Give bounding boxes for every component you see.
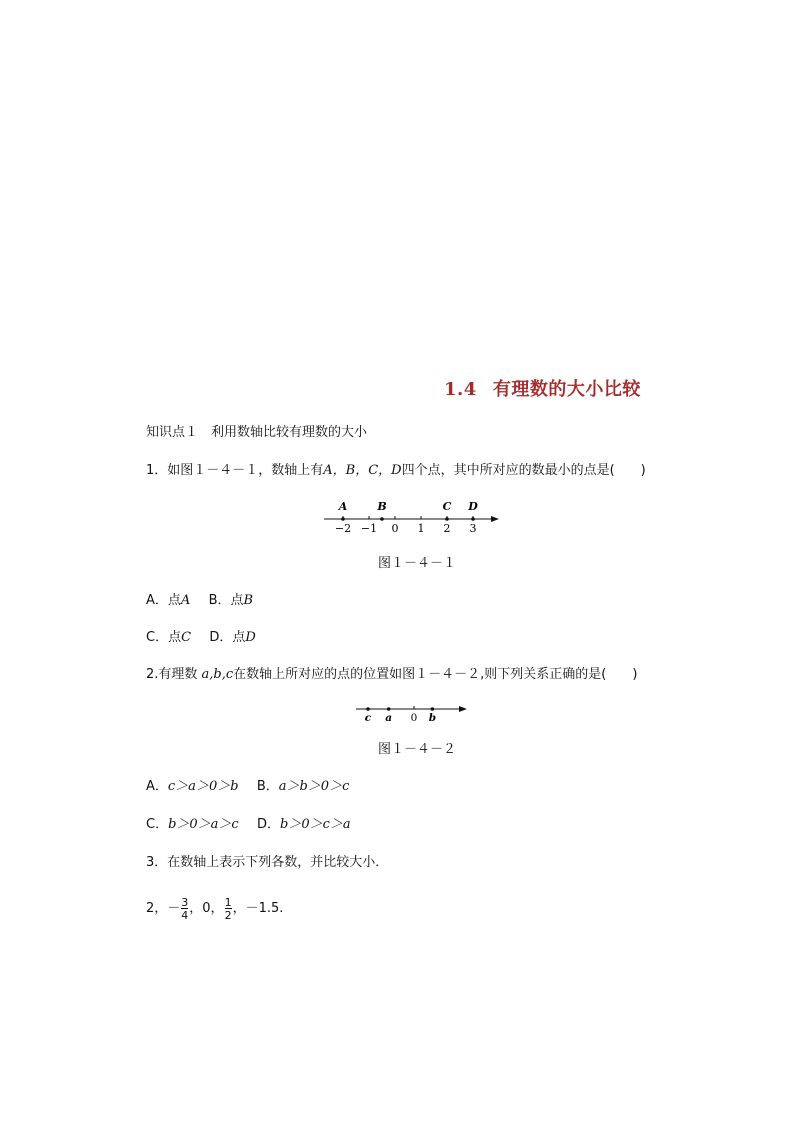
q3-number-list: 2，－ $\frac{3}{4}$ ，0， $\frac{1}{2}$ ，－1.5.	[146, 895, 284, 922]
point-b-dot	[380, 517, 384, 521]
knowledge-point-heading: 知识点１ 利用数轴比较有理数的大小	[146, 425, 368, 440]
q1-option-b: B．点B	[208, 593, 254, 608]
point-c-label: c	[364, 712, 372, 724]
title-text: 有理数的大小比较	[492, 379, 641, 400]
fraction-three-quarters: $\frac{3}{4}$	[181, 895, 189, 922]
point-b-label: b	[428, 712, 437, 724]
tick-label: −2	[334, 522, 352, 535]
q1-option-a: A．点A	[146, 593, 191, 608]
tick-label: 2	[443, 522, 451, 535]
q2-vars: a,b,c	[201, 667, 234, 682]
figure-1-caption: 图１－４－１	[378, 556, 457, 571]
q2-option-d: D．b＞0＞c＞a	[256, 817, 351, 832]
q2-prefix: 2.有理数	[146, 667, 198, 682]
q2-options-row-1	[146, 779, 349, 795]
q2-suffix: 在数轴上所对应的点的位置如图１－４－２,则下列关系正确的是( )	[233, 667, 638, 682]
point-a-label: A	[338, 500, 348, 513]
tick-label: 3	[469, 522, 477, 535]
point-c-dot	[366, 707, 370, 711]
point-c-dot	[445, 517, 449, 521]
number-line-figure-2	[352, 699, 472, 725]
tick-label: 0	[391, 522, 399, 535]
question-2	[146, 667, 637, 683]
q1-option-c: C．点C	[146, 630, 192, 645]
point-b-dot	[431, 707, 435, 711]
fraction-one-half: $\frac{1}{2}$	[224, 895, 232, 922]
number-line-figure-1	[318, 494, 504, 538]
q1-suffix: 四个点，其中所对应的数最小的点是( )	[401, 463, 646, 478]
q1-option-d: D．点D	[209, 630, 256, 645]
point-a-dot	[341, 517, 345, 521]
question-3: 3．在数轴上表示下列各数，并比较大小．	[146, 855, 389, 870]
point-c-label: C	[442, 500, 452, 513]
tick-label: −1	[360, 522, 378, 535]
axis-arrow	[459, 706, 467, 712]
q2-option-b: B．a＞b＞0＞c	[256, 779, 350, 794]
axis-arrow	[491, 516, 499, 522]
q1-prefix: 1．如图１－４－１，数轴上有	[146, 463, 324, 478]
section-number: 1.4	[444, 379, 477, 400]
point-b-label: B	[377, 500, 387, 513]
question-1	[146, 463, 646, 479]
figure-2-caption: 图１－４－２	[378, 742, 457, 757]
q1-options-row-2	[146, 630, 256, 646]
q1-options-row-1	[146, 593, 253, 609]
point-a-label: a	[385, 712, 393, 724]
point-d-dot	[471, 517, 475, 521]
point-d-label: D	[468, 500, 478, 513]
point-a-dot	[387, 707, 391, 711]
q2-option-c: C．b＞0＞a＞c	[146, 817, 239, 832]
zero-label: 0	[410, 712, 418, 724]
tick-label: 1	[417, 522, 425, 535]
q1-points: A，B，C，D	[323, 463, 402, 478]
q2-options-row-2	[146, 817, 351, 833]
page-title	[444, 375, 641, 401]
q2-option-a: A．c＞a＞0＞b	[146, 779, 239, 794]
